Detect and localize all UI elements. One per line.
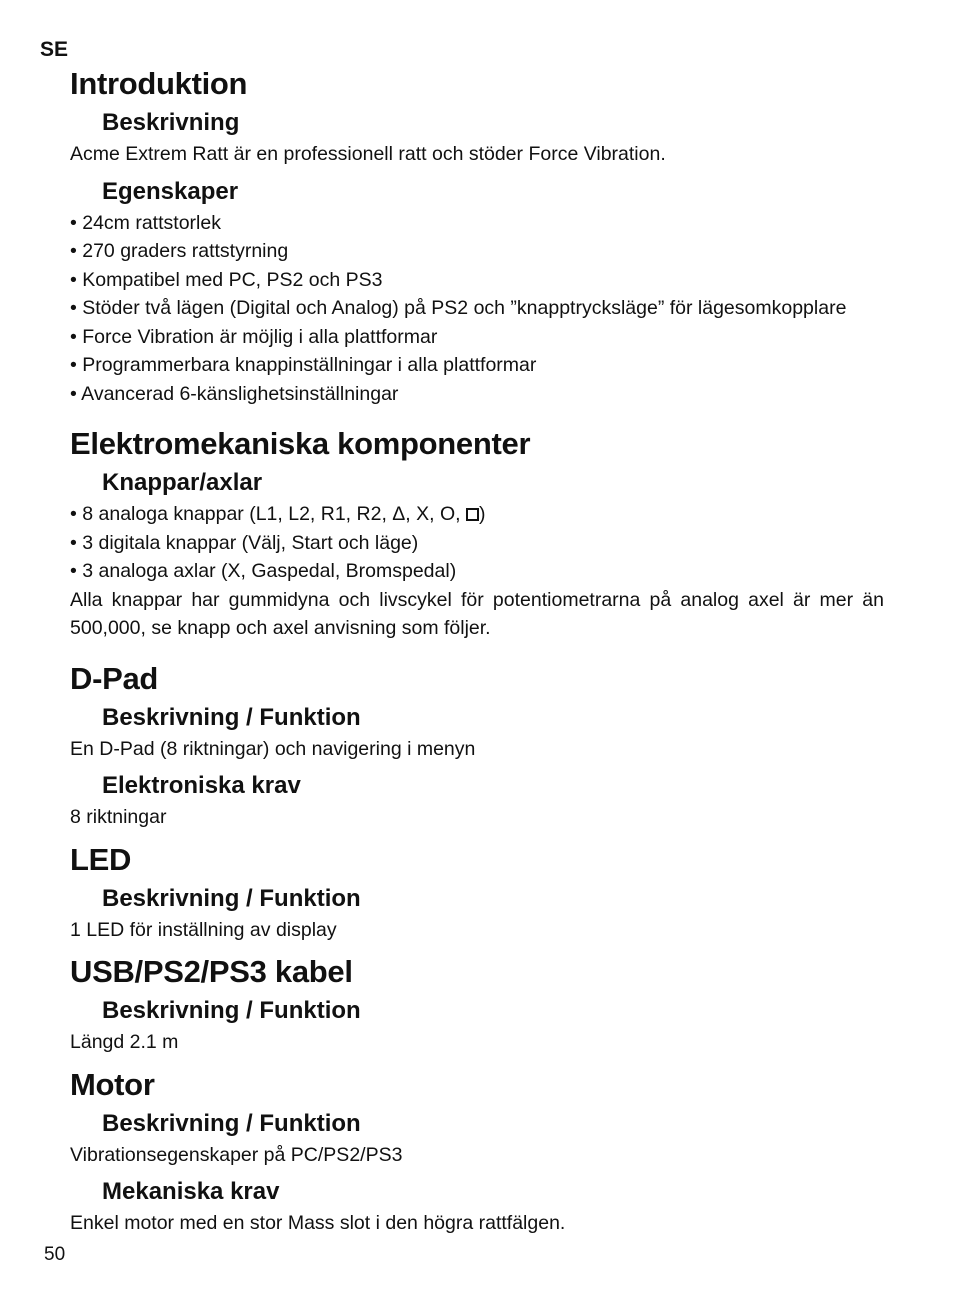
- button-item: • 8 analoga knappar (L1, L2, R1, R2, Δ, X, O, ): [70, 503, 486, 525]
- subheading-function: Beskrivning / Funktion: [102, 884, 361, 912]
- requirements-text: 8 riktningar: [70, 806, 167, 828]
- subheading-function: Beskrivning / Funktion: [102, 703, 361, 731]
- section-title: Motor: [70, 1066, 155, 1102]
- section-motor: [70, 1063, 884, 1238]
- section-introduktion: [70, 62, 884, 408]
- feature-item: • 24cm rattstorlek: [70, 211, 221, 234]
- square-button-icon: [466, 508, 479, 521]
- subheading-function: Beskrivning / Funktion: [102, 1109, 361, 1137]
- subheading-requirements: Mekaniska krav: [102, 1178, 280, 1205]
- description-text: Acme Extrem Ratt är en professionell ratt och stöder Force Vibration.: [70, 143, 666, 165]
- function-text: En D-Pad (8 riktningar) och navigering i menyn: [70, 737, 476, 760]
- manual-page-content: [70, 62, 884, 1238]
- section-elektromekaniska: [70, 422, 884, 643]
- subheading-knappar-axlar: Knappar/axlar: [102, 469, 263, 496]
- button-item: • 3 analoga axlar (X, Gaspedal, Bromspedal): [70, 560, 457, 582]
- page-number: 50: [44, 1244, 66, 1265]
- subheading-egenskaper: Egenskaper: [102, 177, 239, 205]
- subheading-beskrivning: Beskrivning: [102, 109, 240, 136]
- subheading-requirements: Elektroniska krav: [102, 772, 301, 799]
- section-title: LED: [70, 841, 132, 877]
- buttons-note: Alla knappar har gummidyna och livscykel för potentiometrarna på analog axel är mer än 500,000, se knapp och axel anvisning som följer.: [70, 588, 884, 639]
- section-title: Introduktion: [70, 66, 248, 101]
- feature-item: • Avancerad 6-känslighetsinställningar: [70, 382, 399, 405]
- section-led: [70, 838, 884, 945]
- section-title: USB/PS2/PS3 kabel: [70, 954, 353, 989]
- section-title: Elektromekaniska komponenter: [70, 426, 531, 461]
- feature-item: • Kompatibel med PC, PS2 och PS3: [70, 268, 383, 291]
- button-item: • 3 digitala knappar (Välj, Start och läge): [70, 531, 419, 554]
- section-dpad: [70, 657, 884, 832]
- feature-item: • Programmerbara knappinställningar i alla plattformar: [70, 354, 537, 376]
- function-text: Vibrationsegenskaper på PC/PS2/PS3: [70, 1143, 403, 1166]
- feature-item: • Force Vibration är möjlig i alla plattformar: [70, 325, 438, 348]
- feature-item: • Stöder två lägen (Digital och Analog) på PS2 och ”knapptrycksläge” för lägesomkopplare: [70, 297, 847, 319]
- function-text: 1 LED för inställning av display: [70, 918, 337, 941]
- feature-item: • 270 graders rattstyrning: [70, 240, 289, 262]
- section-usb-kabel: [70, 950, 884, 1057]
- requirements-text: Enkel motor med en stor Mass slot i den högra rattfälgen.: [70, 1212, 566, 1234]
- subheading-function: Beskrivning / Funktion: [102, 997, 361, 1024]
- language-tag: SE: [40, 38, 69, 61]
- section-title: D-Pad: [70, 660, 159, 696]
- function-text: Längd 2.1 m: [70, 1031, 179, 1053]
